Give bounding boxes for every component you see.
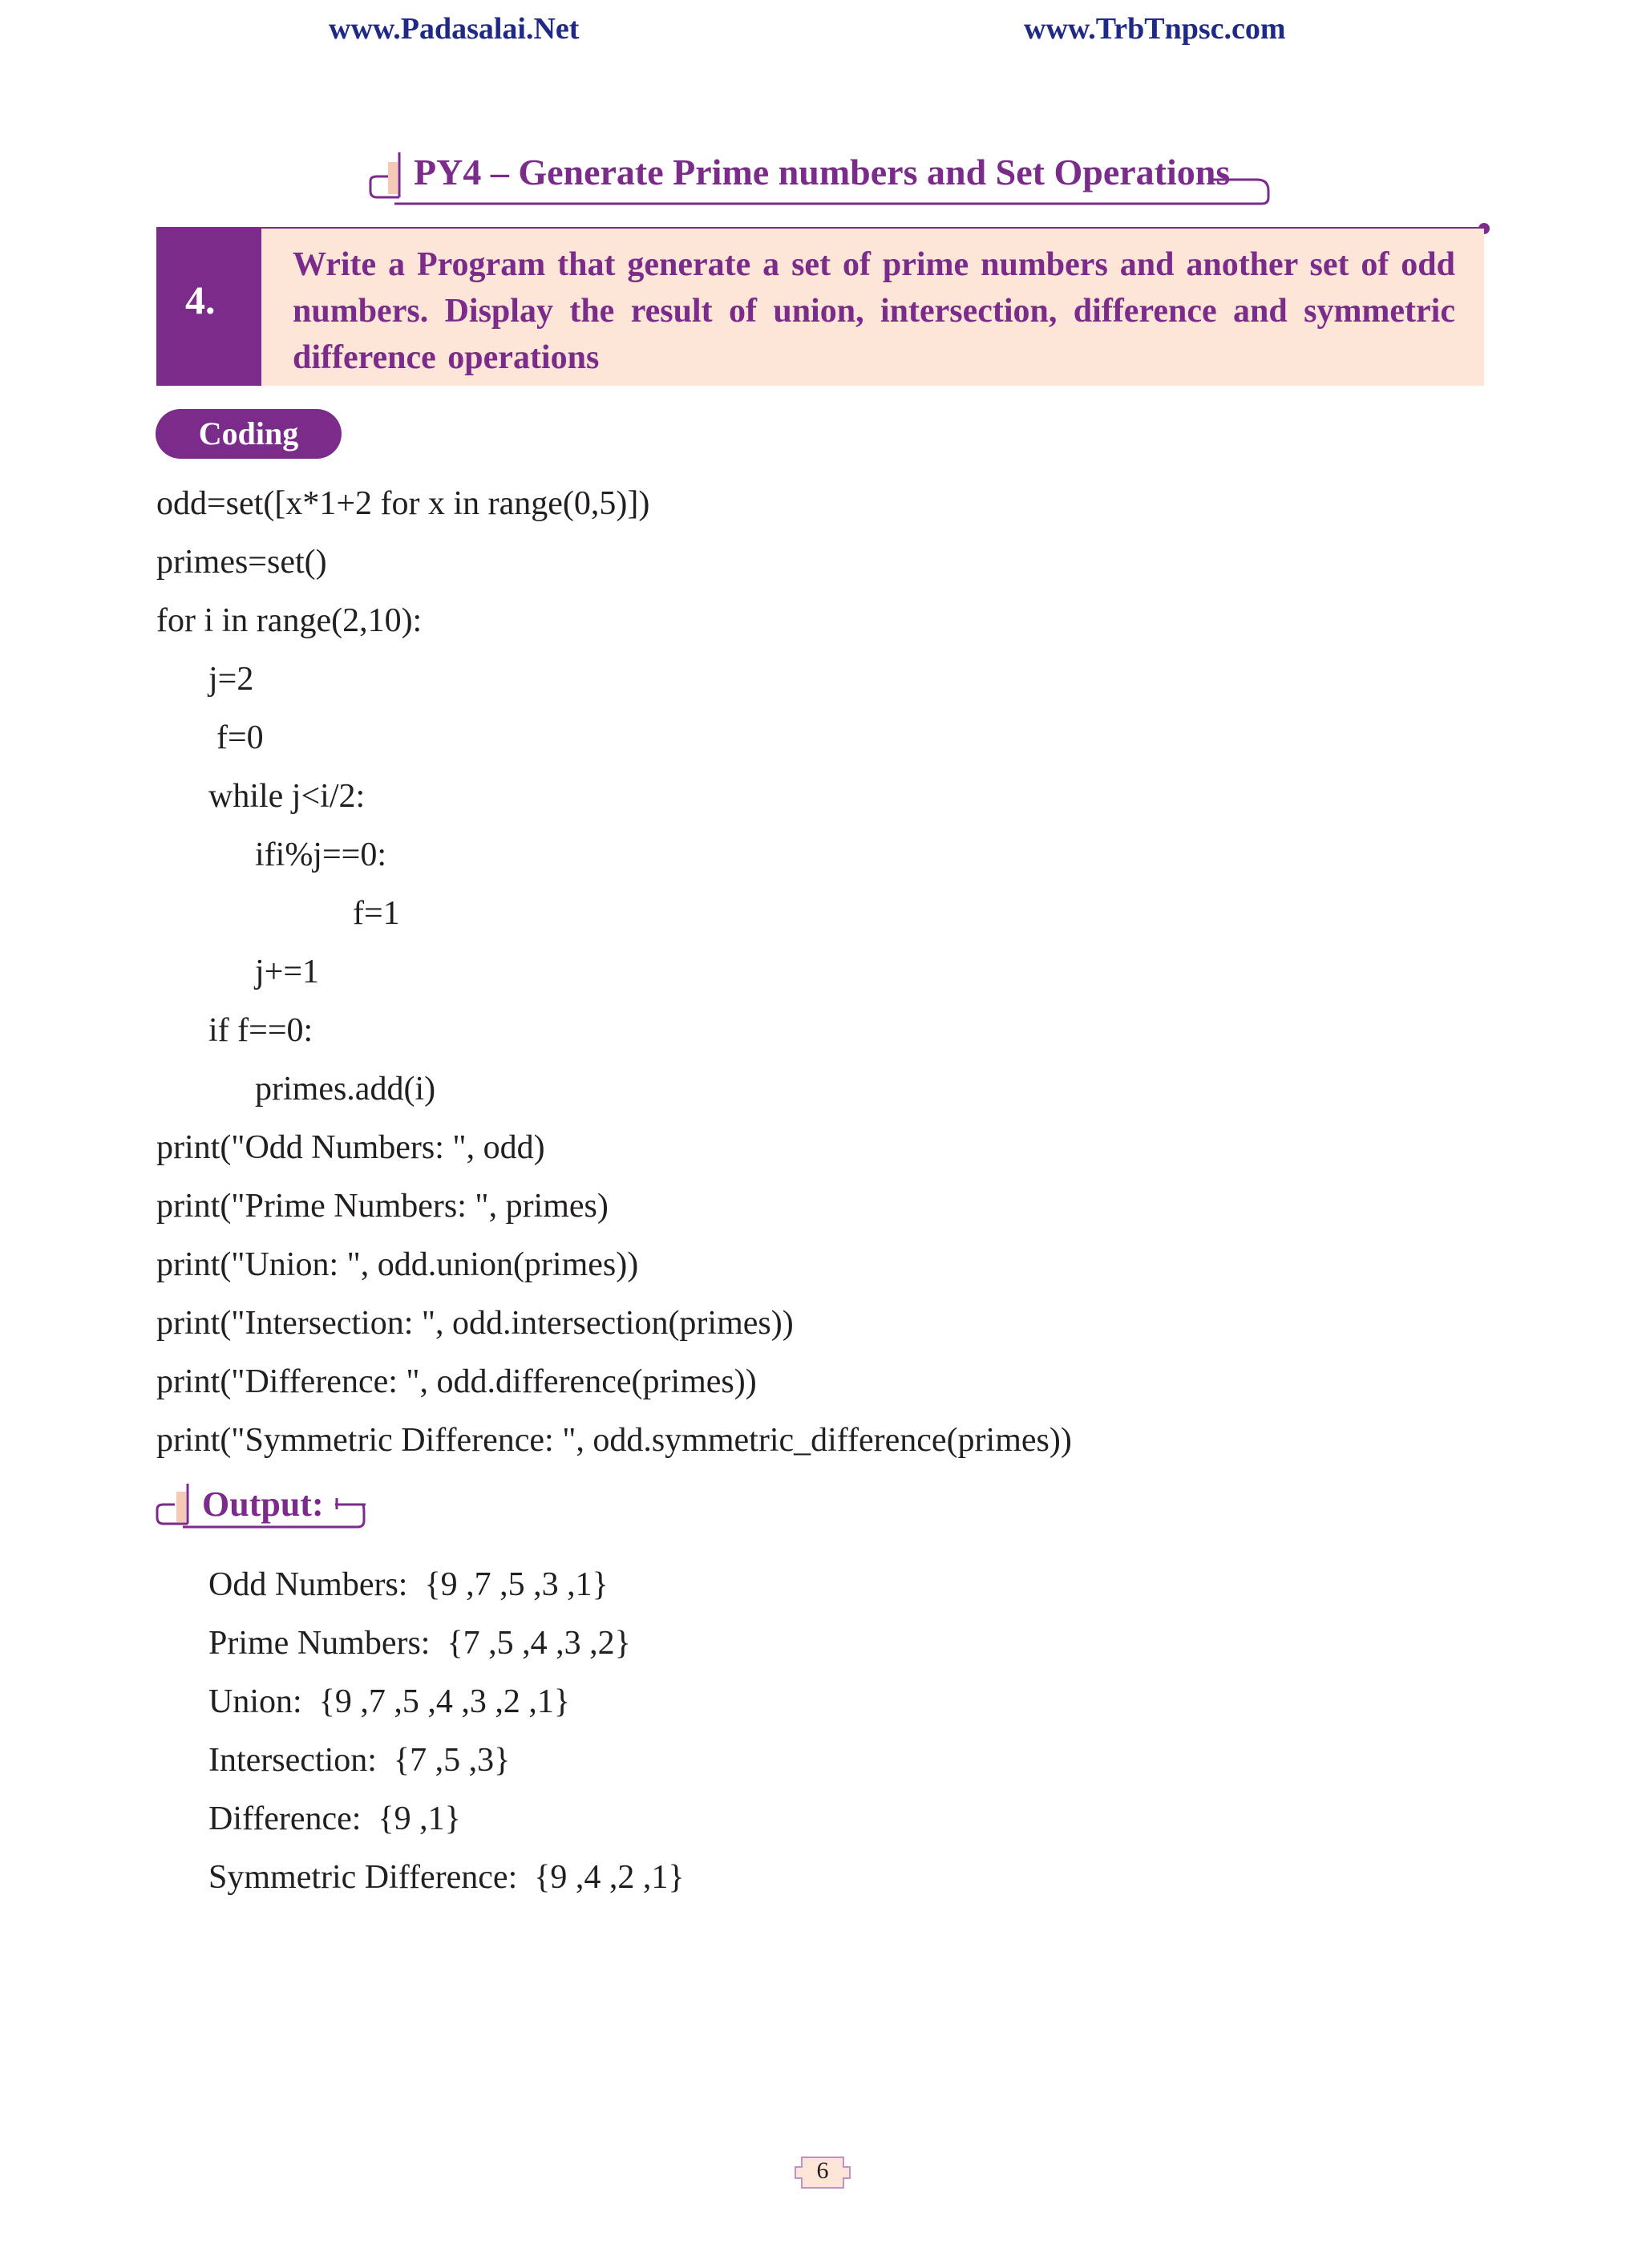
code-line: odd=set([x*1+2 for x in range(0,5)]) (156, 485, 650, 522)
output-label: Output: (202, 1484, 324, 1524)
code-line: f=1 (353, 895, 400, 932)
code-line: print("Difference: ", odd.difference(primes)) (156, 1363, 757, 1400)
header-link-padasalai[interactable]: www.Padasalai.Net (329, 12, 580, 46)
code-line: while j<i/2: (208, 778, 366, 815)
code-line: primes.add(i) (255, 1071, 436, 1108)
output-line: Odd Numbers: {9 ,7 ,5 ,3 ,1} (208, 1566, 609, 1603)
question-number: 4. (156, 229, 261, 386)
code-line: j=2 (208, 661, 254, 698)
page-number-badge (794, 2153, 851, 2193)
code-line: if f==0: (208, 1012, 313, 1049)
output-line: Prime Numbers: {7 ,5 ,4 ,3 ,2} (208, 1625, 631, 1662)
output-line: Symmetric Difference: {9 ,4 ,2 ,1} (208, 1859, 685, 1896)
output-line: Union: {9 ,7 ,5 ,4 ,3 ,2 ,1} (208, 1683, 570, 1720)
code-line: ifi%j==0: (255, 836, 387, 873)
code-line: print("Prime Numbers: ", primes) (156, 1188, 609, 1225)
code-line: print("Odd Numbers: ", odd) (156, 1129, 545, 1166)
code-line: primes=set() (156, 544, 327, 581)
coding-label: Coding (156, 409, 342, 459)
output-line: Difference: {9 ,1} (208, 1800, 461, 1837)
question-box (156, 229, 1484, 386)
code-line: print("Intersection: ", odd.intersection(primes)) (156, 1305, 794, 1342)
section-title-banner (367, 146, 1273, 215)
code-line: print("Union: ", odd.union(primes)) (156, 1246, 639, 1283)
code-line: for i in range(2,10): (156, 602, 423, 639)
section-title: PY4 – Generate Prime numbers and Set Operations (414, 152, 1231, 192)
code-line: j+=1 (255, 954, 320, 990)
output-header (156, 1482, 380, 1538)
output-line: Intersection: {7 ,5 ,3} (208, 1742, 511, 1779)
header-link-trbtnpsc[interactable]: www.TrbTnpsc.com (1024, 12, 1286, 46)
code-line: f=0 (216, 719, 264, 756)
page-number: 6 (816, 2157, 829, 2184)
code-line: print("Symmetric Difference: ", odd.symmetric_difference(primes)) (156, 1422, 1072, 1459)
question-text: Write a Program that generate a set of prime numbers and another set of odd numbers. Display the result of union, intersection, difference and symmetric difference operations (293, 246, 1455, 376)
